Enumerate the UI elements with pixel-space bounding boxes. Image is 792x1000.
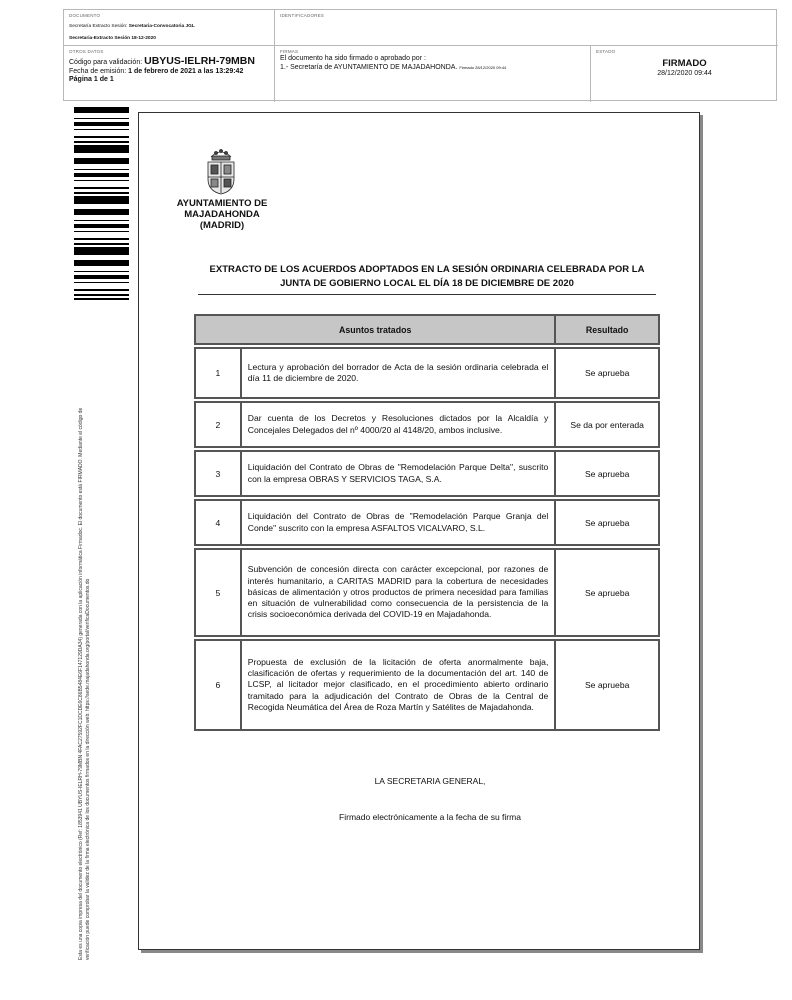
row-subject: Propuesta de exclusión de la licitación de oferta anormalmente baja, clasificación de ofertas y requerimiento de la documentación del art. 140 de LCSP, al licitador mejor clasificado, en el procedimiento abierto ordinario tramitado para la adjudicación del Contrato de Obras de la Central de Recogida Neumática del Área de Roza Martín y Satélites de Majadahonda. xyxy=(241,640,556,730)
validation-code: UBYUS-IELRH-79MBN xyxy=(144,55,255,67)
header-resultado: Resultado xyxy=(555,315,659,344)
row-result: Se da por enterada xyxy=(555,402,659,447)
firmas-cell xyxy=(275,46,591,102)
signature-note: Firmado electrónicamente a la fecha de su firma xyxy=(339,812,521,822)
otros-datos-cell xyxy=(64,46,275,102)
row-result: Se aprueba xyxy=(555,500,659,545)
document-metadata-box xyxy=(63,9,777,101)
documento-line1-bold: Secretaria-Convocatoria JGL xyxy=(128,24,195,29)
emission-date-line xyxy=(69,68,269,77)
firmas-signed-date: Firmado 28/12/2020 09:44 xyxy=(459,64,507,70)
status-date: 28/12/2020 09:44 xyxy=(657,70,712,77)
row-subject: Subvención de concesión directa con carácter excepcional, por razones de interés humanitario, a CARITAS MADRID para la cobertura de necesidades básicas de alimentación y otros productos de primera necesidad para familias en situación de vulnerabilidad como consecuencia de la persistencia de la crisis socioeconómica derivada del COVID-19 en Majadahonda. xyxy=(241,549,556,636)
row-subject: Liquidación del Contrato de Obras de "Remodelación Parque Delta", suscrito con la empresa OBRAS Y SERVICIOS TAGA, S.A. xyxy=(241,451,556,496)
table-row xyxy=(195,549,659,636)
verification-side-note xyxy=(78,300,92,960)
table-row xyxy=(195,402,659,447)
status-badge: FIRMADO xyxy=(662,58,707,69)
municipality-line2: MAJADAHONDA xyxy=(184,209,260,220)
validation-code-label: Código para validación: xyxy=(69,59,145,66)
documento-line1 xyxy=(69,24,269,30)
row-number: 1 xyxy=(195,348,241,398)
side-note-line1: Esta es una copia impresa del documento electrónico (Ref: 1853941 UBYUS-IELRH-79MBN 4FAC27592FC1DCDE6C86B5484E6F147129DA34) generada con la aplicación informática Firmadoc. El documento está FIRMADO. Mediante el código de xyxy=(78,407,84,960)
otros-datos-label: OTROS DATOS xyxy=(69,49,104,54)
firmas-signer: Secretaría de AYUNTAMIENTO DE MAJADAHONDA. xyxy=(290,63,458,71)
emission-date-label: Fecha de emisión: xyxy=(69,67,129,75)
firmas-line1: El documento ha sido firmado o aprobado por : xyxy=(280,55,426,62)
table-row xyxy=(195,640,659,730)
identificadores-label: IDENTIFICADORES xyxy=(280,13,325,18)
documento-line2-bold: Secretaria-Extracto Sesión 18-12-2020 xyxy=(69,36,156,41)
municipality-line3: (MADRID) xyxy=(199,220,245,231)
firmas-label: FIRMAS xyxy=(280,49,299,54)
municipality-line1: AYUNTAMIENTO DE xyxy=(176,198,268,209)
documento-label: DOCUMENTO xyxy=(69,13,101,18)
municipal-crest-icon xyxy=(203,147,239,195)
emission-date: 1 de febrero de 2021 a las 13:29:42 xyxy=(128,67,244,75)
page-count xyxy=(69,76,269,85)
identificadores-cell xyxy=(275,10,778,46)
row-number: 6 xyxy=(195,640,241,730)
signer-role: LA SECRETARIA GENERAL, xyxy=(374,776,486,786)
table-row xyxy=(195,451,659,496)
row-subject: Liquidación del Contrato de Obras de "Remodelación Parque Granja del Conde" suscrito con la empresa ASFALTOS VICALVARO, S.L. xyxy=(241,500,556,545)
validation-code-line xyxy=(69,57,269,68)
row-number: 2 xyxy=(195,402,241,447)
firmas-line2 xyxy=(280,64,585,73)
agenda-table xyxy=(194,314,660,731)
row-result: Se aprueba xyxy=(555,640,659,730)
table-header-row xyxy=(195,315,659,344)
firmas-signer-number: 1.- xyxy=(280,63,291,71)
row-number: 3 xyxy=(195,451,241,496)
documento-cell xyxy=(64,10,275,46)
page-title: EXTRACTO DE LOS ACUERDOS ADOPTADOS EN LA SESIÓN ORDINARIA CELEBRADA POR LA JUNTA DE GOBIERNO LOCAL EL DÍA 18 DE DICIEMBRE DE 2020 xyxy=(198,263,656,295)
municipality-name xyxy=(163,198,281,231)
row-number: 4 xyxy=(195,500,241,545)
row-subject: Lectura y aprobación del borrador de Acta de la sesión ordinaria celebrada el día 11 de diciembre de 2020. xyxy=(241,348,556,398)
table-row xyxy=(195,348,659,398)
estado-label: ESTADO xyxy=(596,49,616,54)
barcode-icon xyxy=(74,107,129,300)
header-asuntos: Asuntos tratados xyxy=(195,315,555,344)
row-result: Se aprueba xyxy=(555,451,659,496)
table-row xyxy=(195,500,659,545)
documento-line1-prefix: Secretaría Extracto Sesión: xyxy=(69,24,129,29)
page-count-text: Página 1 de 1 xyxy=(69,76,114,83)
row-result: Se aprueba xyxy=(555,549,659,636)
side-note-line2: verificación puede comprobar la validez de la firma electrónica de los documentos firmados en la dirección web: https://sede.majadahonda.org/portal/verificaDocumentos.do xyxy=(85,578,91,960)
documento-line2 xyxy=(69,36,269,42)
row-subject: Dar cuenta de los Decretos y Resoluciones dictados por la Alcaldía y Concejales Delegados del nº 4000/20 al 4148/20, ambos inclusive. xyxy=(241,402,556,447)
row-number: 5 xyxy=(195,549,241,636)
row-result: Se aprueba xyxy=(555,348,659,398)
estado-cell xyxy=(591,46,778,102)
